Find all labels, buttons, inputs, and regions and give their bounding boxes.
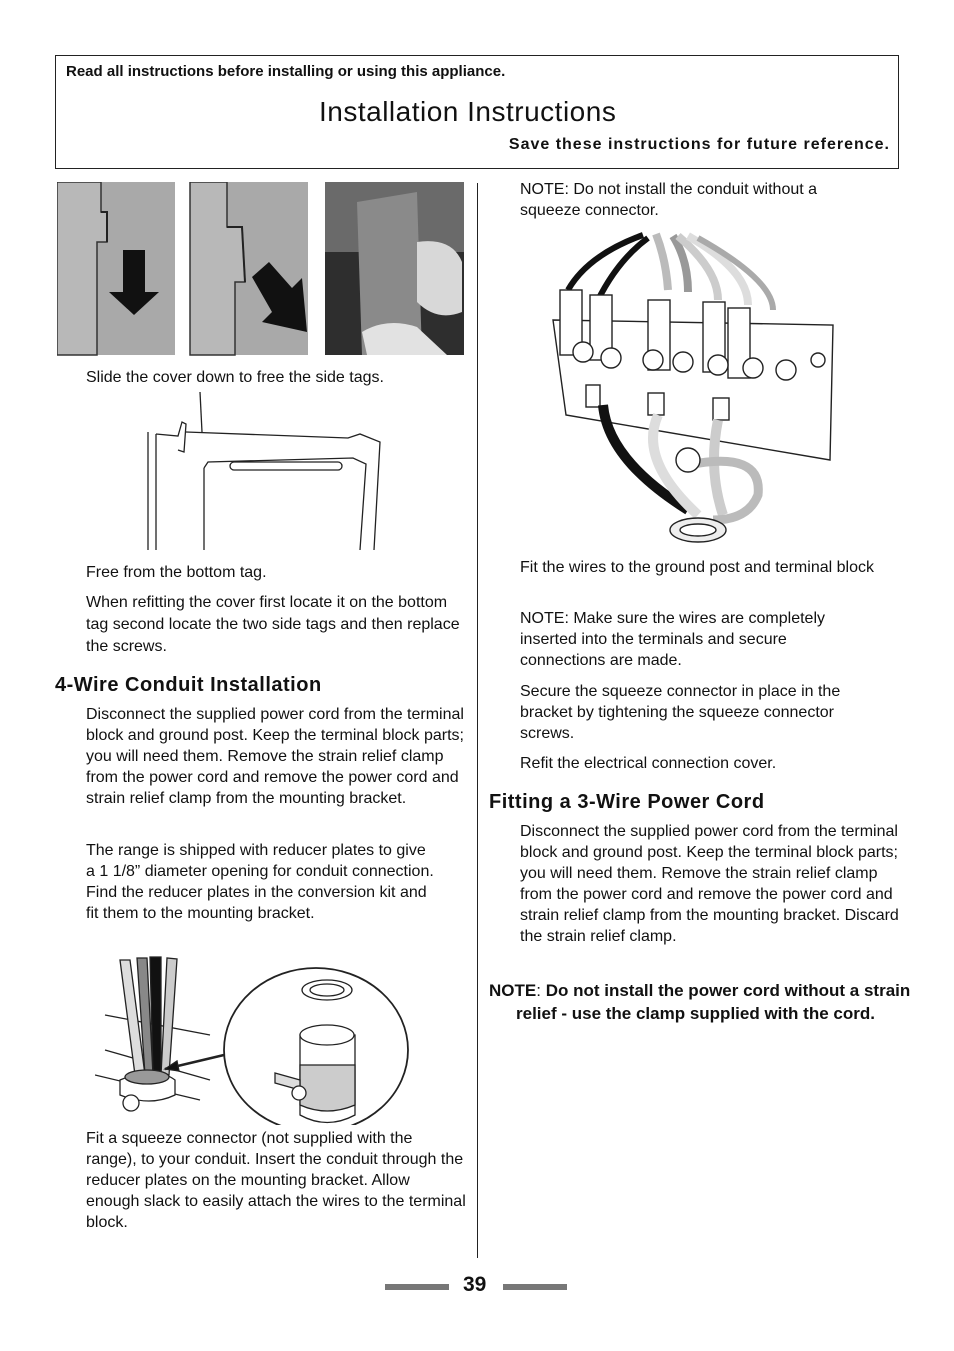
- heading-4-wire: 4-Wire Conduit Installation: [55, 674, 322, 696]
- footer-bar-right: [503, 1284, 567, 1290]
- caption-fit-wires: Fit the wires to the ground post and terminal block: [520, 559, 874, 576]
- para-4wire-disconnect: Disconnect the supplied power cord from the terminal block and ground post. Keep the terminal block parts; you will need them. Remove the strain relief clamp from the power cord and remove the power cord and strain relief clamp from the mounting bracket.: [86, 706, 464, 807]
- save-note: Save these instructions for future reference.: [508, 136, 890, 153]
- caption-slide-cover: Slide the cover down to free the side tags.: [86, 369, 384, 386]
- para-refit-cover: Refit the electrical connection cover.: [520, 755, 777, 772]
- note-conduit: NOTE: Do not install the conduit without a squeeze connector.: [520, 181, 818, 219]
- note-strain-text: Do not install the power cord without a strain relief - use the clamp supplied with the cord.: [516, 981, 911, 1023]
- figure-bottom-tag: [138, 392, 384, 552]
- footer-bar-left: [385, 1284, 449, 1290]
- para-3wire-disconnect: Disconnect the supplied power cord from the terminal block and ground post. Keep the terminal block parts; you will need them. Remove the strain relief clamp from the power cord and remove the power cord and strain relief clamp from the mounting bracket. Discard the strain relief clamp.: [520, 823, 899, 945]
- para-reducer-plates: The range is shipped with reducer plates to give a 1 1/8” diameter opening for conduit connection. Find the reducer plates in the conversion kit and fit them to the mounting bracket.: [86, 842, 434, 922]
- header-warning: Read all instructions before installing or using this appliance.: [66, 63, 506, 80]
- refit-paragraph: When refitting the cover first locate it on the bottom tag second locate the two side tags and then replace the screws.: [86, 594, 460, 655]
- para-squeeze-connector: Fit a squeeze connector (not supplied with the range), to your conduit. Insert the conduit through the reducer plates on the mounting bracket. Allow enough slack to easily attach the wires to the terminal block.: [86, 1130, 466, 1231]
- page-number: 39: [463, 1273, 487, 1296]
- figure-slide-cover: [57, 182, 464, 357]
- note-strain-relief: [489, 979, 926, 1025]
- figure-squeeze-connector: [95, 955, 475, 1125]
- figure-terminal-block: [548, 230, 838, 552]
- heading-3-wire: Fitting a 3-Wire Power Cord: [489, 791, 765, 813]
- note-label: NOTE: [489, 981, 537, 1000]
- column-divider: [477, 183, 478, 1258]
- header-box: [55, 55, 899, 169]
- caption-bottom-tag: Free from the bottom tag.: [86, 564, 267, 581]
- page-title: Installation Instructions: [319, 96, 617, 127]
- para-secure-connector: Secure the squeeze connector in place in the bracket by tightening the squeeze connector screws.: [520, 683, 841, 742]
- note-wires-inserted: NOTE: Make sure the wires are completely inserted into the terminals and secure connections are made.: [520, 610, 825, 669]
- note-colon: :: [536, 981, 541, 1000]
